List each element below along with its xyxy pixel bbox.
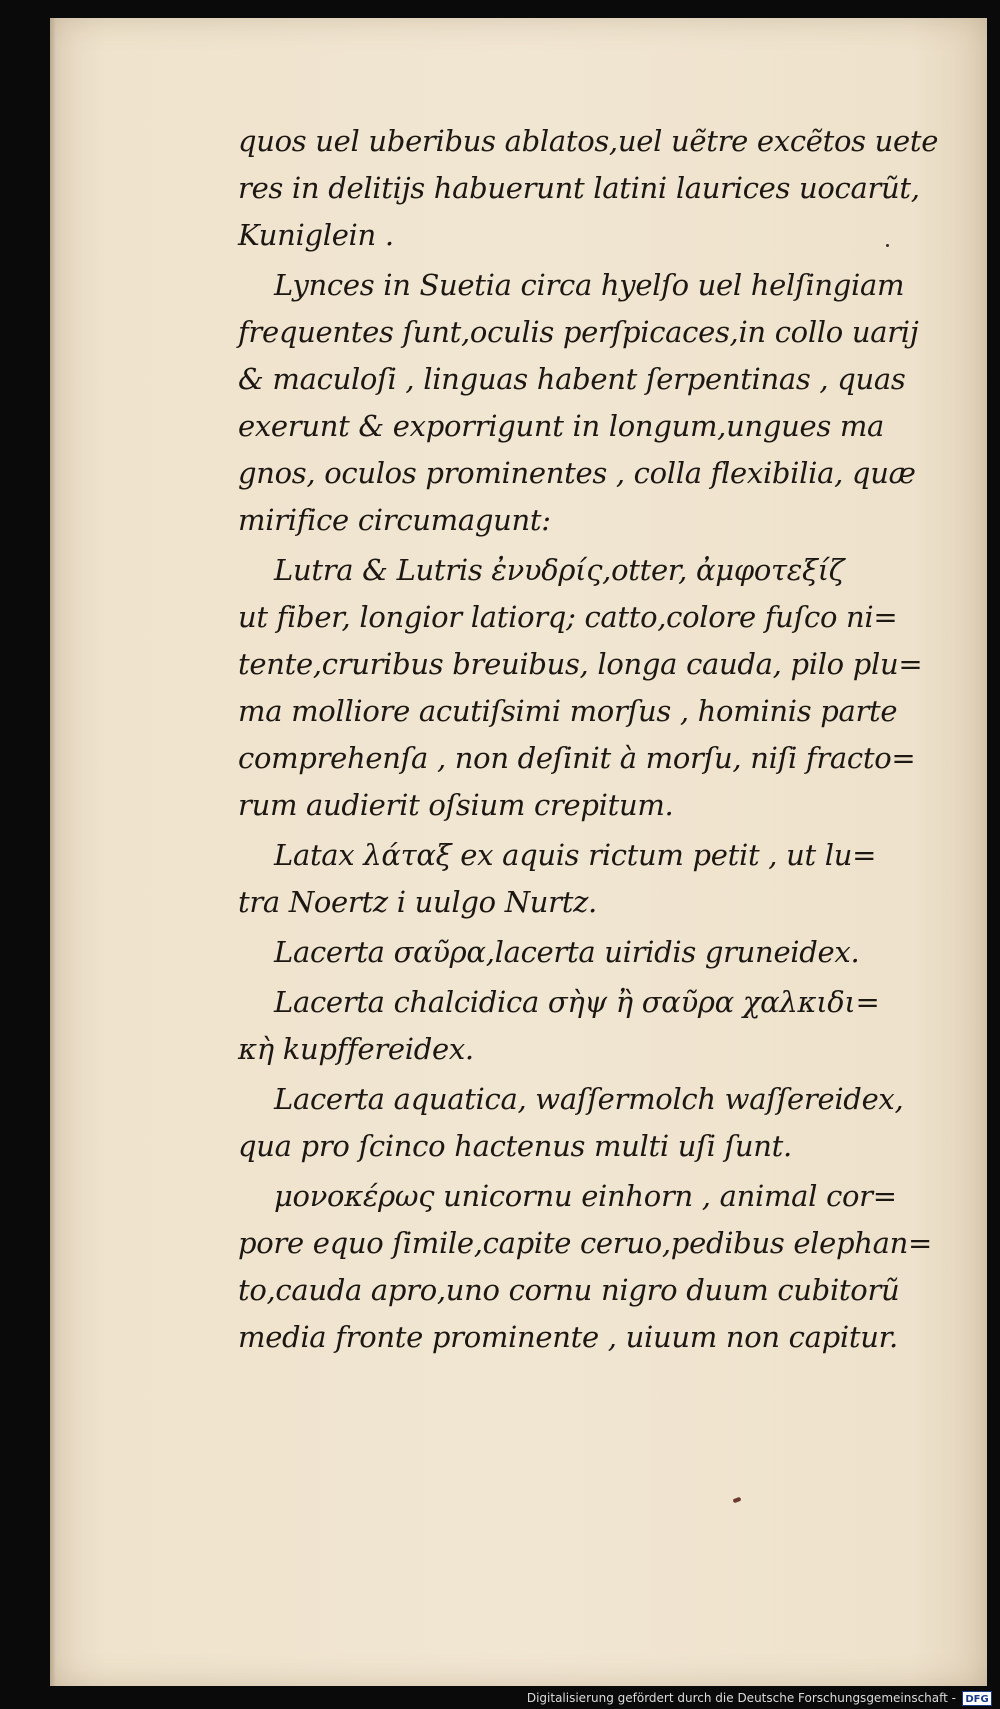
paragraph: [238, 118, 938, 259]
paragraph: [238, 547, 938, 829]
text-line: exerunt & exporrigunt in longum,ungues ma: [238, 409, 885, 443]
text-line: μονοκέρως unicornu einhorn , animal cor=: [274, 1179, 897, 1213]
text-line: Lynces in Suetia circa hyelſo uel helſingiam: [274, 268, 905, 302]
text-line: & maculoſi , linguas habent ſerpentinas , quas: [238, 362, 906, 396]
text-line: comprehenſa , non deſinit à morſu, niſi fracto=: [238, 741, 916, 775]
scanned-page: [50, 18, 987, 1686]
text-line: ma molliore acutiſsimi morſus , hominis parte: [238, 694, 898, 728]
text-line: Lacerta aquatica, waſſermolch waſſereidex,: [274, 1082, 904, 1116]
text-line: Lutra & Lutris ἐνυδρίς,otter, ἀμφοτεξίζ: [274, 553, 845, 587]
text-line: qua pro ſcinco hactenus multi uſi ſunt.: [238, 1129, 792, 1163]
paragraph: [238, 1076, 938, 1170]
dfg-logo-icon: DFG: [962, 1691, 992, 1706]
text-line: tente,cruribus breuibus, longa cauda, pilo plu=: [238, 647, 923, 681]
paragraph: [238, 1173, 938, 1361]
paragraph: [238, 832, 938, 926]
text-line: Lacerta chalcidica σὴψ ἢ σαῦρα χαλκιδι=: [274, 985, 880, 1019]
text-line: rum audierit oſsium crepitum.: [238, 788, 674, 822]
text-line: gnos, oculos prominentes , colla flexibilia, quæ: [238, 456, 916, 490]
text-line: pore equo ſimile,capite ceruo,pedibus elephan=: [238, 1226, 933, 1260]
text-line: κὴ kupffereidex.: [238, 1032, 474, 1066]
footer-bar: [0, 1687, 1000, 1709]
page-text: [238, 118, 938, 1364]
text-line: to,cauda apro,uno cornu nigro duum cubitorũ: [238, 1273, 900, 1307]
ink-speck: [733, 1497, 742, 1503]
paragraph: [238, 929, 938, 976]
funding-credit: Digitalisierung gefördert durch die Deutsche Forschungsgemeinschaft -: [526, 1691, 956, 1705]
text-line: res in delitijs habuerunt latini laurices uocarũt,: [238, 171, 920, 205]
text-line: frequentes ſunt,oculis perſpicaces,in collo uarij: [238, 315, 919, 349]
text-line: Latax λάταξ ex aquis rictum petit , ut lu=: [274, 838, 877, 872]
text-line: ut fiber, longior latiorq; catto,colore fuſco ni=: [238, 600, 898, 634]
text-line: tra Noertz i uulgo Nurtz.: [238, 885, 597, 919]
text-line: Lacerta σαῦρα,lacerta uiridis gruneidex.: [274, 935, 860, 969]
text-line: Kuniglein .: [238, 218, 394, 252]
text-line: quos uel uberibus ablatos,uel uẽtre excẽtos uete: [238, 124, 939, 158]
page-gutter-shadow: [50, 18, 56, 1686]
paragraph: [238, 979, 938, 1073]
text-line: media fronte prominente , uiuum non capitur.: [238, 1320, 898, 1354]
paragraph: [238, 262, 938, 544]
text-line: mirifice circumagunt:: [238, 503, 551, 537]
